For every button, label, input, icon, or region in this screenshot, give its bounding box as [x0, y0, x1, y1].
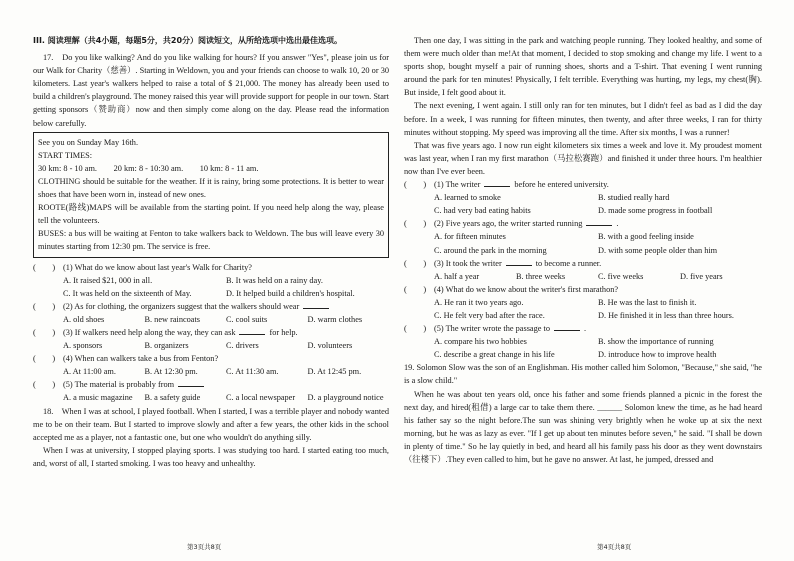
option-group [33, 313, 389, 326]
question-list-17 [33, 261, 389, 405]
answer-option: D. He finished it in less than three hours. [598, 310, 734, 320]
question-stem-tail: . [616, 219, 619, 229]
question-stem: (4) When can walkers take a bus from Fenton? [63, 354, 219, 364]
answer-option: C. five weeks [598, 271, 644, 281]
page-number-right: 第4页共8页 [597, 543, 632, 551]
option-group [404, 230, 762, 256]
answer-blank[interactable] [554, 322, 580, 331]
answer-option: B. a safety guide [144, 393, 201, 403]
answer-option: B. organizers [144, 341, 189, 351]
answer-option: D. It helped build a children's hospital. [226, 288, 355, 298]
answer-option: A. for fifteen minutes [434, 232, 506, 242]
left-column [33, 34, 389, 470]
answer-option: C. around the park in the morning [434, 245, 547, 255]
question-stem: (2) Five years ago, the writer started running [434, 219, 583, 229]
question-stem-tail: before he entered university. [514, 180, 609, 190]
passage-19-para: 19. Solomon Slow was the son of an Englishman. His mother called him Solomon, "Because," she said, "he is a slow child." [404, 363, 762, 386]
question-stem: (5) The writer wrote the passage to [434, 324, 550, 334]
right-column [404, 34, 762, 466]
answer-option: A. sponsors [63, 341, 103, 351]
question-row [33, 261, 389, 274]
answer-blank[interactable] [484, 178, 510, 187]
option-group [404, 270, 762, 283]
answer-bracket[interactable]: ( ) [404, 180, 427, 190]
question-row [33, 352, 389, 365]
info-box [33, 132, 389, 258]
answer-option: B. with a good feeling inside [598, 232, 694, 242]
answer-bracket[interactable]: ( ) [404, 219, 427, 229]
answer-blank[interactable] [586, 217, 612, 226]
passage-18-para: That was five years ago. I now run eight kilometers six times a week and love it. My proudest moment was last year, when I ran my first marathon（马拉松赛跑）and finished it under three hours. I'm healthier now than I've ever been. [404, 140, 762, 176]
answer-blank[interactable] [178, 378, 204, 387]
answer-bracket[interactable]: ( ) [404, 258, 427, 268]
answer-option: D. made some progress in football [598, 206, 713, 216]
box-line: CLOTHING should be suitable for the weather. If it is rainy, bring some protections. It is better to wear shoes that have been worn in, instead of new ones. [38, 176, 384, 200]
box-line: BUSES: a bus will be waiting at Fenton to take walkers back to Weldown. The bus will leave every 30 minutes starting from 12:30 pm. The service is free. [38, 229, 384, 252]
answer-option: C. He felt very bad after the race. [434, 310, 545, 320]
option-group [33, 274, 389, 300]
answer-option: B. new raincoats [144, 314, 201, 324]
question-stem: (3) It took the writer [434, 258, 502, 268]
option-group [33, 391, 389, 404]
question-stem: (3) If walkers need help along the way, they can ask [63, 327, 236, 337]
box-line: START TIMES: [38, 150, 93, 160]
option-group [33, 339, 389, 352]
question-list-18 [404, 178, 762, 361]
option-group [404, 335, 762, 361]
answer-option: A. half a year [434, 271, 480, 281]
answer-bracket[interactable]: ( ) [404, 284, 427, 294]
question-row [404, 283, 762, 296]
answer-option: B. three weeks [516, 271, 566, 281]
answer-option: A. old shoes [63, 314, 105, 324]
answer-option: A. He ran it two years ago. [434, 297, 524, 307]
answer-bracket[interactable]: ( ) [33, 301, 56, 311]
answer-option: C. a local newspaper [226, 393, 296, 403]
answer-option: A. a music magazine [63, 393, 133, 403]
question-stem-tail: to become a runner. [535, 258, 602, 268]
answer-option: D. At 12:45 pm. [307, 367, 362, 377]
passage-17-intro: 17. Do you like walking? And do you like walking for hours? If you answer "Yes", please join us for our Walk for Charity（慈善）. Starting in Weldown, you and your friends can choose to walk 10, 20 or 30 kilometers. Last year's walkers helped to raise a total of $ 21,000. The money has already been used to build a children's playground. The money raised this year will provide support for people in our town. Start getting sponsors（赞助商）now and then simply come along on the day. Please read the information below carefully. [33, 53, 389, 128]
answer-bracket[interactable]: ( ) [33, 354, 56, 364]
answer-option: B. studied really hard [598, 193, 670, 203]
passage-19-para: When he was about ten years old, once his father and some friends planned a picnic in the forest the next day, and hired(租借) a large car to take them there. ______ Solomon knew the time, as he had heard his father say so the night before.The sun was shining very brightly when he woke up at six the next morning, but he was as lazy as ever. "If I get up about ten minutes before seven," he said. "I shall be down in plenty of time." So he lay quietly in bed, and heard all his family pass his door as they went downstairs（往楼下）.They even called to him, but he gave no answer. At last, he jumped, dressed and [404, 389, 762, 464]
question-stem: (1) What do we know about last year's Walk for Charity? [63, 262, 252, 272]
answer-bracket[interactable]: ( ) [33, 262, 56, 272]
section-title: III. 阅读理解（共4小题，每题5分，共20分）阅读短文，从所给选项中选出最佳选项。 [33, 36, 343, 45]
answer-blank[interactable] [303, 300, 329, 309]
answer-blank[interactable] [506, 257, 532, 266]
page-number-left: 第3页共8页 [187, 543, 222, 551]
question-row [404, 217, 762, 230]
answer-option: A. learned to smoke [434, 193, 501, 203]
question-row [404, 178, 762, 191]
answer-option: B. It was held on a rainy day. [226, 275, 323, 285]
question-row [33, 326, 389, 339]
question-row [33, 378, 389, 391]
answer-blank[interactable] [239, 326, 265, 335]
answer-option: C. At 11:30 am. [226, 367, 279, 377]
answer-option: A. At 11:00 am. [63, 367, 116, 377]
answer-option: B. He was the last to finish it. [598, 297, 697, 307]
answer-option: B. show the importance of running [598, 337, 714, 347]
passage-18-para: Then one day, I was sitting in the park and watching people running. They looked healthy, and some of them were much older than me!At that moment, I decided to stop smoking and change my life. I went to a sports shop, bought myself a pair of running shoes, shorts and a T-shirt. That evening I went running around the park for ten minutes! Physically, I felt terrible. Everything was hurting, my legs, my chest(胸). But inside, I felt good about it. [404, 36, 762, 98]
answer-option: D. with some people older than him [598, 245, 718, 255]
answer-option: D. five years [680, 271, 723, 281]
answer-bracket[interactable]: ( ) [33, 380, 56, 390]
passage-18-para: 18. When I was at school, I played football. When I started, I was a terrible player and nobody wanted me to be on their team. But I started to improve slowly and after a few years, the other kids in the school accepted me as a player, not a fantastic one, but one who wouldn't do anything silly. [33, 406, 389, 442]
question-stem: (4) What do we know about the writer's first marathon? [434, 284, 619, 294]
answer-option: A. compare his two hobbies [434, 337, 527, 347]
answer-option: B. At 12:30 pm. [144, 367, 198, 377]
answer-option: C. had very bad eating habits [434, 206, 531, 216]
answer-option: D. volunteers [307, 341, 353, 351]
answer-option: C. cool suits [226, 314, 268, 324]
answer-option: D. warm clothes [307, 314, 363, 324]
answer-option: D. introduce how to improve health [598, 350, 717, 360]
answer-bracket[interactable]: ( ) [33, 327, 56, 337]
question-stem: (1) The writer [434, 180, 481, 190]
answer-option: A. It raised $21, 000 in all. [63, 275, 153, 285]
option-group [404, 191, 762, 217]
question-row [404, 257, 762, 270]
passage-18-para: When I was at university, I stopped playing sports. I was studying too hard. I started eating too much, and, worst of all, I started smoking. I was too heavy and unhealthy. [33, 445, 389, 468]
question-stem: (2) As for clothing, the organizers suggest that the walkers should wear [63, 301, 300, 311]
answer-option: D. a playground notice [307, 393, 384, 403]
answer-option: C. It was held on the sixteenth of May. [63, 288, 192, 298]
question-row [404, 322, 762, 335]
answer-option: C. drivers [226, 341, 259, 351]
answer-option: C. describe a great change in his life [434, 350, 555, 360]
passage-18-para: The next evening, I went again. I still only ran for ten minutes, but I didn't feel as bad as I did the day before. In a week, I was running for fifteen minutes, then twenty, and after three weeks, I ran for thirty minutes without stopping. My speed was improving all the time. After six months, I was a runner! [404, 101, 762, 137]
question-stem: (5) The material is probably from [63, 380, 175, 390]
option-group [33, 365, 389, 378]
question-stem-tail: for help. [269, 327, 298, 337]
question-row [33, 300, 389, 313]
box-line: ROOTE(路线)MAPS will be available from the starting point. If you need help along the way, please tell the volunteers. [38, 203, 384, 226]
box-line: 30 km: 8 - 10 am. 20 km: 8 - 10:30 am. 10 km: 8 - 11 am. [38, 163, 259, 173]
option-group [404, 296, 762, 322]
box-line: See you on Sunday May 16th. [38, 137, 139, 147]
answer-bracket[interactable]: ( ) [404, 324, 427, 334]
question-stem-tail: . [583, 324, 587, 334]
